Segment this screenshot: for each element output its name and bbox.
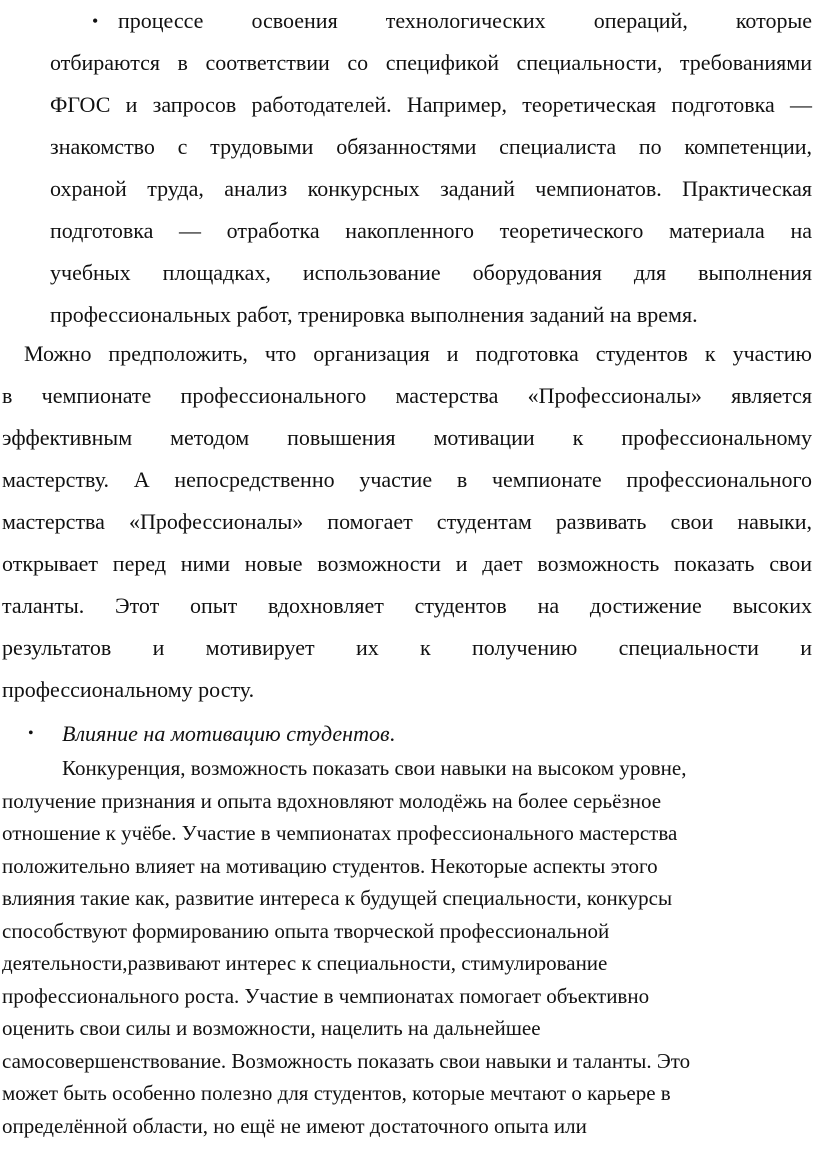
text-line: профессиональному росту. — [2, 677, 255, 702]
text-line: положительно влияет на мотивацию студентов. Некоторые аспекты этого — [2, 853, 658, 878]
section-heading — [0, 713, 816, 755]
bullet-heading-student-motivation — [0, 713, 816, 755]
text-line: способствуют формированию опыта творческой профессиональной — [2, 918, 610, 943]
text-line: учебных площадках, использование оборудования для выполнения — [50, 260, 812, 285]
text-line: процессе освоения технологических операций, которые — [118, 8, 812, 33]
text-line: самосовершенствование. Возможность показать свои навыки и таланты. Это — [2, 1048, 691, 1073]
text-line: оценить свои силы и возможности, нацелить на дальнейшее — [2, 1016, 541, 1040]
text-line: охраной труда, анализ конкурсных заданий чемпионатов. Практическая — [50, 176, 812, 201]
text-line: определённой области, но ещё не имеют достаточного опыта или — [2, 1113, 587, 1138]
text-line: профессионального роста. Участие в чемпионатах помогает объективно — [2, 983, 650, 1008]
bullet-icon: • — [28, 725, 34, 742]
text-line: знакомство с трудовыми обязанностями специалиста по компетенции, — [50, 134, 812, 159]
text-line: в чемпионате профессионального мастерства «Профессионалы» является — [2, 383, 812, 408]
text-line: может быть особенно полезно для студентов, которые мечтают о карьере в — [2, 1081, 671, 1105]
text-line: влияния такие как, развитие интереса к будущей специальности, конкурсы — [2, 886, 673, 910]
bullet-icon: • — [92, 11, 99, 31]
text-line: открывает перед ними новые возможности и дает возможность показать свои — [2, 551, 812, 576]
text-line: получение признания и опыта вдохновляют молодёжь на более серьёзное — [2, 788, 662, 813]
text-line: результатов и мотивирует их к получению специальности и — [2, 635, 812, 660]
text-line: Конкуренция, возможность показать свои навыки на высоком уровне, — [62, 756, 687, 780]
text-line: профессиональных работ, тренировка выполнения заданий на время. — [50, 302, 698, 327]
paragraph-championship-motivation — [0, 333, 816, 711]
text-line: Можно предположить, что организация и подготовка студентов к участию — [24, 341, 812, 366]
heading-text: Влияние на мотивацию студентов — [62, 721, 390, 746]
text-line: ФГОС и запросов работодателей. Например, теоретическая подготовка — — [50, 92, 812, 117]
text-line: мастерству. А непосредственно участие в чемпионате профессионального — [2, 467, 812, 492]
text-line: деятельности,развивают интерес к специальности, стимулирование — [2, 951, 608, 975]
text-line: отношение к учёбе. Участие в чемпионатах профессионального мастерства — [2, 821, 678, 845]
text-line: таланты. Этот опыт вдохновляет студентов на достижение высоких — [2, 593, 812, 618]
text-line: подготовка — отработка накопленного теоретического материала на — [50, 218, 812, 243]
bullet-paragraph-technological-operations — [0, 0, 816, 336]
paragraph-competition-influence — [0, 752, 816, 1142]
text-line: эффективным методом повышения мотивации к профессиональному — [2, 425, 812, 450]
text-line: отбираются в соответствии со спецификой специальности, требованиями — [50, 50, 812, 75]
bullet-row — [0, 0, 816, 42]
text-line: мастерства «Профессионалы» помогает студентам развивать свои навыки, — [2, 509, 812, 534]
heading-punctuation: . — [389, 721, 396, 746]
